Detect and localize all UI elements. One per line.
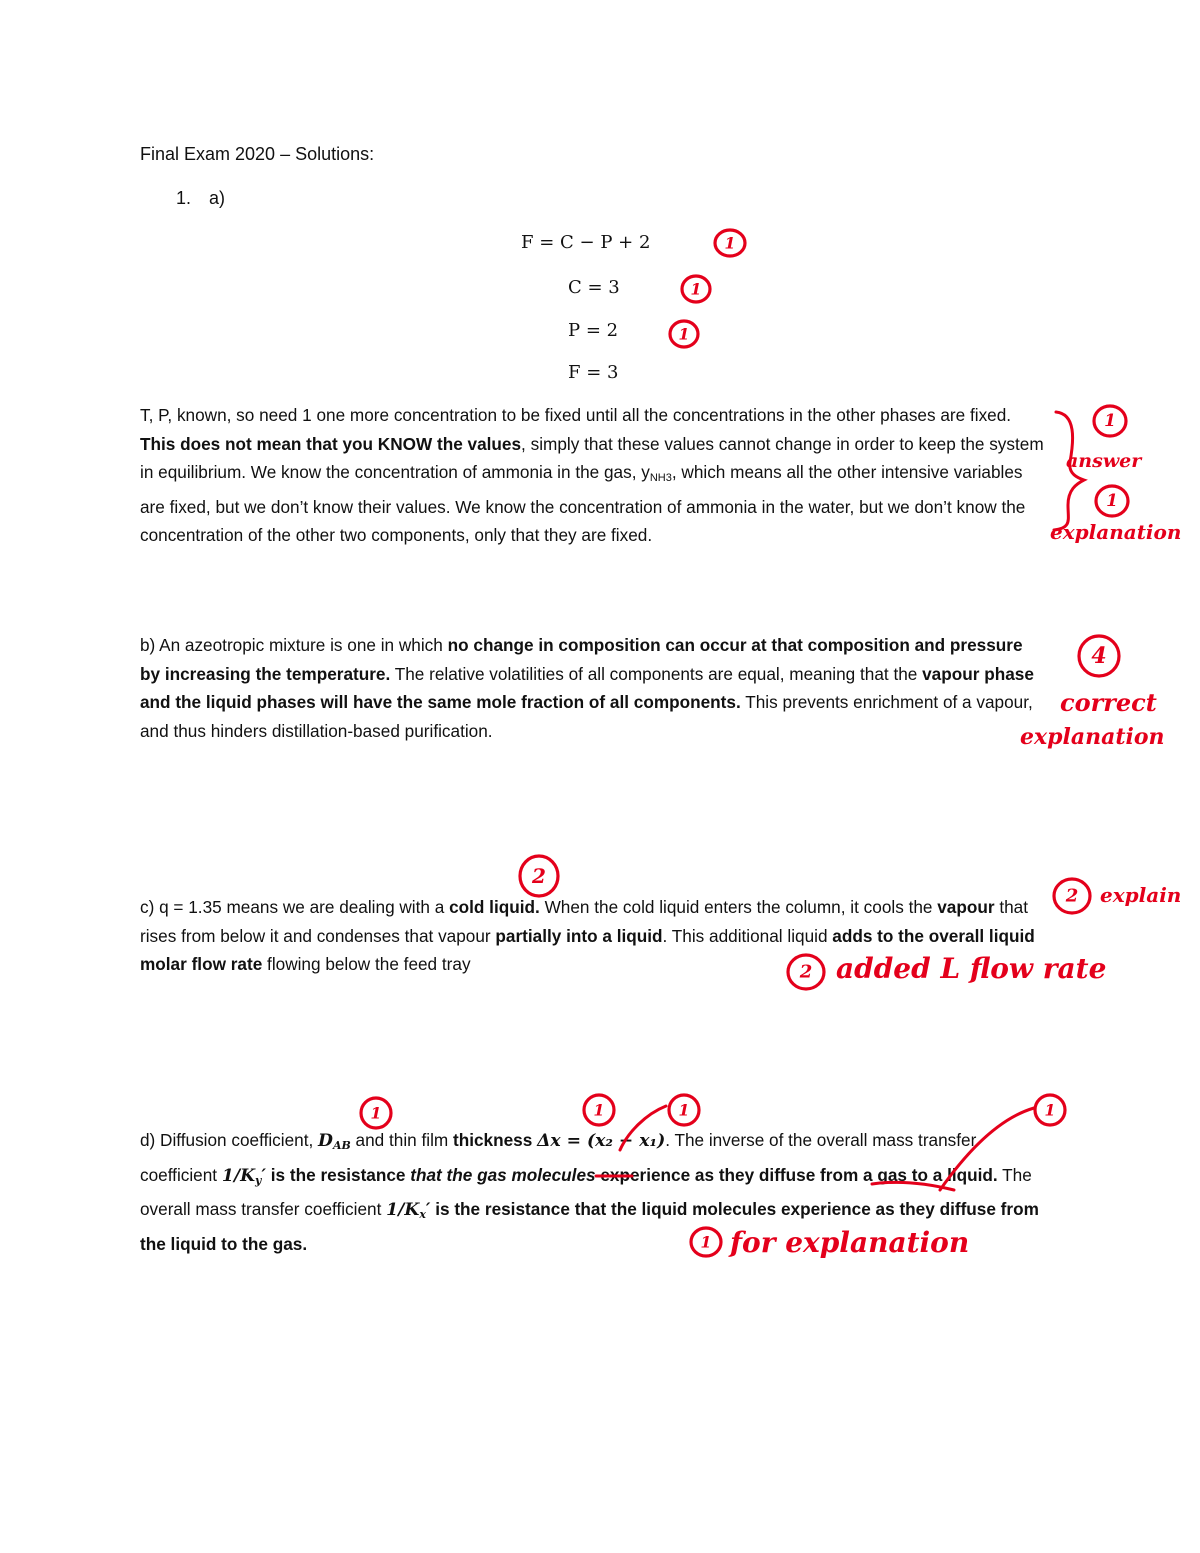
svg-text:1: 1 xyxy=(1044,1100,1056,1120)
part-d-text-4: The overall mass transfer coefficient xyxy=(140,1164,1032,1220)
note-for-explanation: for explanation xyxy=(730,1226,970,1259)
part-a-text-2: , simply that these values cannot change in order to keep the system in equilibrium. We know the concentration of ammonia in the gas, y xyxy=(140,433,1044,483)
svg-text:1: 1 xyxy=(690,279,702,299)
part-d-bold-2: is the resistance xyxy=(266,1164,411,1185)
note-correct: correct xyxy=(1060,688,1157,717)
svg-text:2: 2 xyxy=(532,864,546,888)
part-c-text-4: . This additional liquid xyxy=(662,925,833,946)
part-d-bold-4: is the resistance that the liquid molecules experience as they diffuse from the liquid to the gas. xyxy=(140,1199,1039,1254)
mark-circle-part-d-overall xyxy=(1035,1095,1065,1125)
mark-circle-part-c-explain xyxy=(1054,879,1090,913)
svg-text:1: 1 xyxy=(678,1100,690,1120)
part-d-math-kx: 1/K xyxy=(386,1200,420,1221)
equation-freedom: F = 3 xyxy=(568,362,619,383)
mark-circle-part-b xyxy=(1079,636,1119,676)
equation-phases: P = 2 xyxy=(568,320,619,341)
part-a-paragraph xyxy=(140,401,1045,550)
part-c-text-5: flowing below the feed tray xyxy=(262,954,471,975)
page-title: Final Exam 2020 – Solutions: xyxy=(140,144,375,164)
part-c-bold-2: vapour xyxy=(937,897,995,917)
equation-phase-rule: F = C − P + 2 xyxy=(521,232,651,253)
mark-circle-part-d-x xyxy=(669,1095,699,1125)
svg-text:2: 2 xyxy=(1065,885,1079,907)
part-d-text-2: and thin film xyxy=(350,1130,453,1150)
svg-text:2: 2 xyxy=(799,961,813,983)
part-b-text-3: This prevents enrichment of a vapour, and thus hinders distillation-based purification. xyxy=(140,692,1033,741)
part-d-math-diffusivity: D xyxy=(318,1131,333,1151)
part-b-text-2: The relative volatilities of all components are equal, meaning that the xyxy=(390,663,923,684)
mark-circle-part-d-dx xyxy=(584,1095,614,1125)
part-a-text-1: T, P, known, so need 1 one more concentration to be fixed until all the concentrations in the other phases are fixed. xyxy=(140,405,1012,425)
part-d-math-thickness: Δx = (x₂ − x₁) xyxy=(537,1131,666,1151)
svg-text:1: 1 xyxy=(593,1100,605,1120)
note-explanation-a: explanation xyxy=(1050,520,1182,544)
mark-circle-eq2 xyxy=(682,276,710,302)
part-d-math-diffusivity-sub: AB xyxy=(332,1139,351,1152)
part-d-math-ky-sub: y xyxy=(255,1173,262,1187)
part-b-bold-1: no change in composition can occur at that composition and pressure by increasing the temperature. xyxy=(140,635,1023,684)
part-c-bold-4: adds to the overall liquid molar flow rate xyxy=(140,925,1035,975)
part-b-text-1: b) An azeotropic mixture is one in which xyxy=(140,635,448,655)
svg-text:1: 1 xyxy=(700,1232,712,1252)
svg-text:4: 4 xyxy=(1091,643,1107,669)
svg-text:1: 1 xyxy=(678,324,690,344)
svg-text:1: 1 xyxy=(724,233,736,253)
part-d-text-1: d) Diffusion coefficient, xyxy=(140,1130,319,1150)
mark-circle-eq3 xyxy=(670,321,698,347)
part-c-text-2: When the cold liquid enters the column, it cools the xyxy=(539,897,938,917)
part-c-text-1: c) q = 1.35 means we are dealing with a xyxy=(140,897,450,917)
part-c-bold-1: cold liquid. xyxy=(449,897,540,917)
part-d-math-ky-prime: ′ xyxy=(261,1165,266,1186)
part-d-math-kx-prime: ′ xyxy=(425,1200,431,1221)
part-a-text-3: , which means all the other intensive variables are fixed, but we don’t know their values. We know the concentration of ammonia in the water, but we don’t know the concentration of the other two components, only that they are fixed. xyxy=(140,462,1026,546)
note-explanation-b: explanation xyxy=(1020,724,1165,750)
part-d-bold-1: thickness xyxy=(453,1130,538,1150)
mark-circle-answer xyxy=(1094,406,1126,436)
svg-text:1: 1 xyxy=(370,1103,382,1123)
part-d-text-3: . The inverse of the overall mass transfer coefficient xyxy=(140,1130,977,1185)
part-d-math-kx-sub: x xyxy=(419,1208,426,1222)
note-added-flow: added L flow rate xyxy=(836,952,1107,985)
svg-text:1: 1 xyxy=(1104,411,1116,431)
equation-components: C = 3 xyxy=(568,277,620,298)
note-explain: explain xyxy=(1100,883,1182,907)
part-d-bold-3: experience as they diffuse from a gas to a liquid. xyxy=(595,1164,998,1185)
svg-text:1: 1 xyxy=(1106,491,1118,511)
part-b-paragraph xyxy=(140,631,1045,745)
mark-circle-eq1 xyxy=(715,230,745,256)
mark-circle-part-d-dab xyxy=(361,1098,391,1128)
part-b-bold-2: vapour phase and the liquid phases will have the same mole fraction of all components. xyxy=(140,663,1034,713)
part-c-bold-3: partially into a liquid xyxy=(495,925,663,946)
note-answer: answer xyxy=(1066,450,1142,472)
part-d-math-ky: 1/K xyxy=(221,1165,256,1186)
part-a-subscript: NH3 xyxy=(649,472,672,485)
mark-circle-explanation-a xyxy=(1096,486,1128,516)
part-a-bold-1: This does not mean that you KNOW the values xyxy=(140,433,522,454)
part-d-bold-italic-1: that the gas molecules xyxy=(410,1164,596,1185)
question-1-label xyxy=(176,188,225,209)
question-number: 1. xyxy=(176,188,192,208)
question-part-a: a) xyxy=(209,188,226,208)
mark-circle-part-c-cold xyxy=(520,856,558,896)
part-c-text-3: that rises from below it and condenses that vapour xyxy=(140,897,1028,946)
